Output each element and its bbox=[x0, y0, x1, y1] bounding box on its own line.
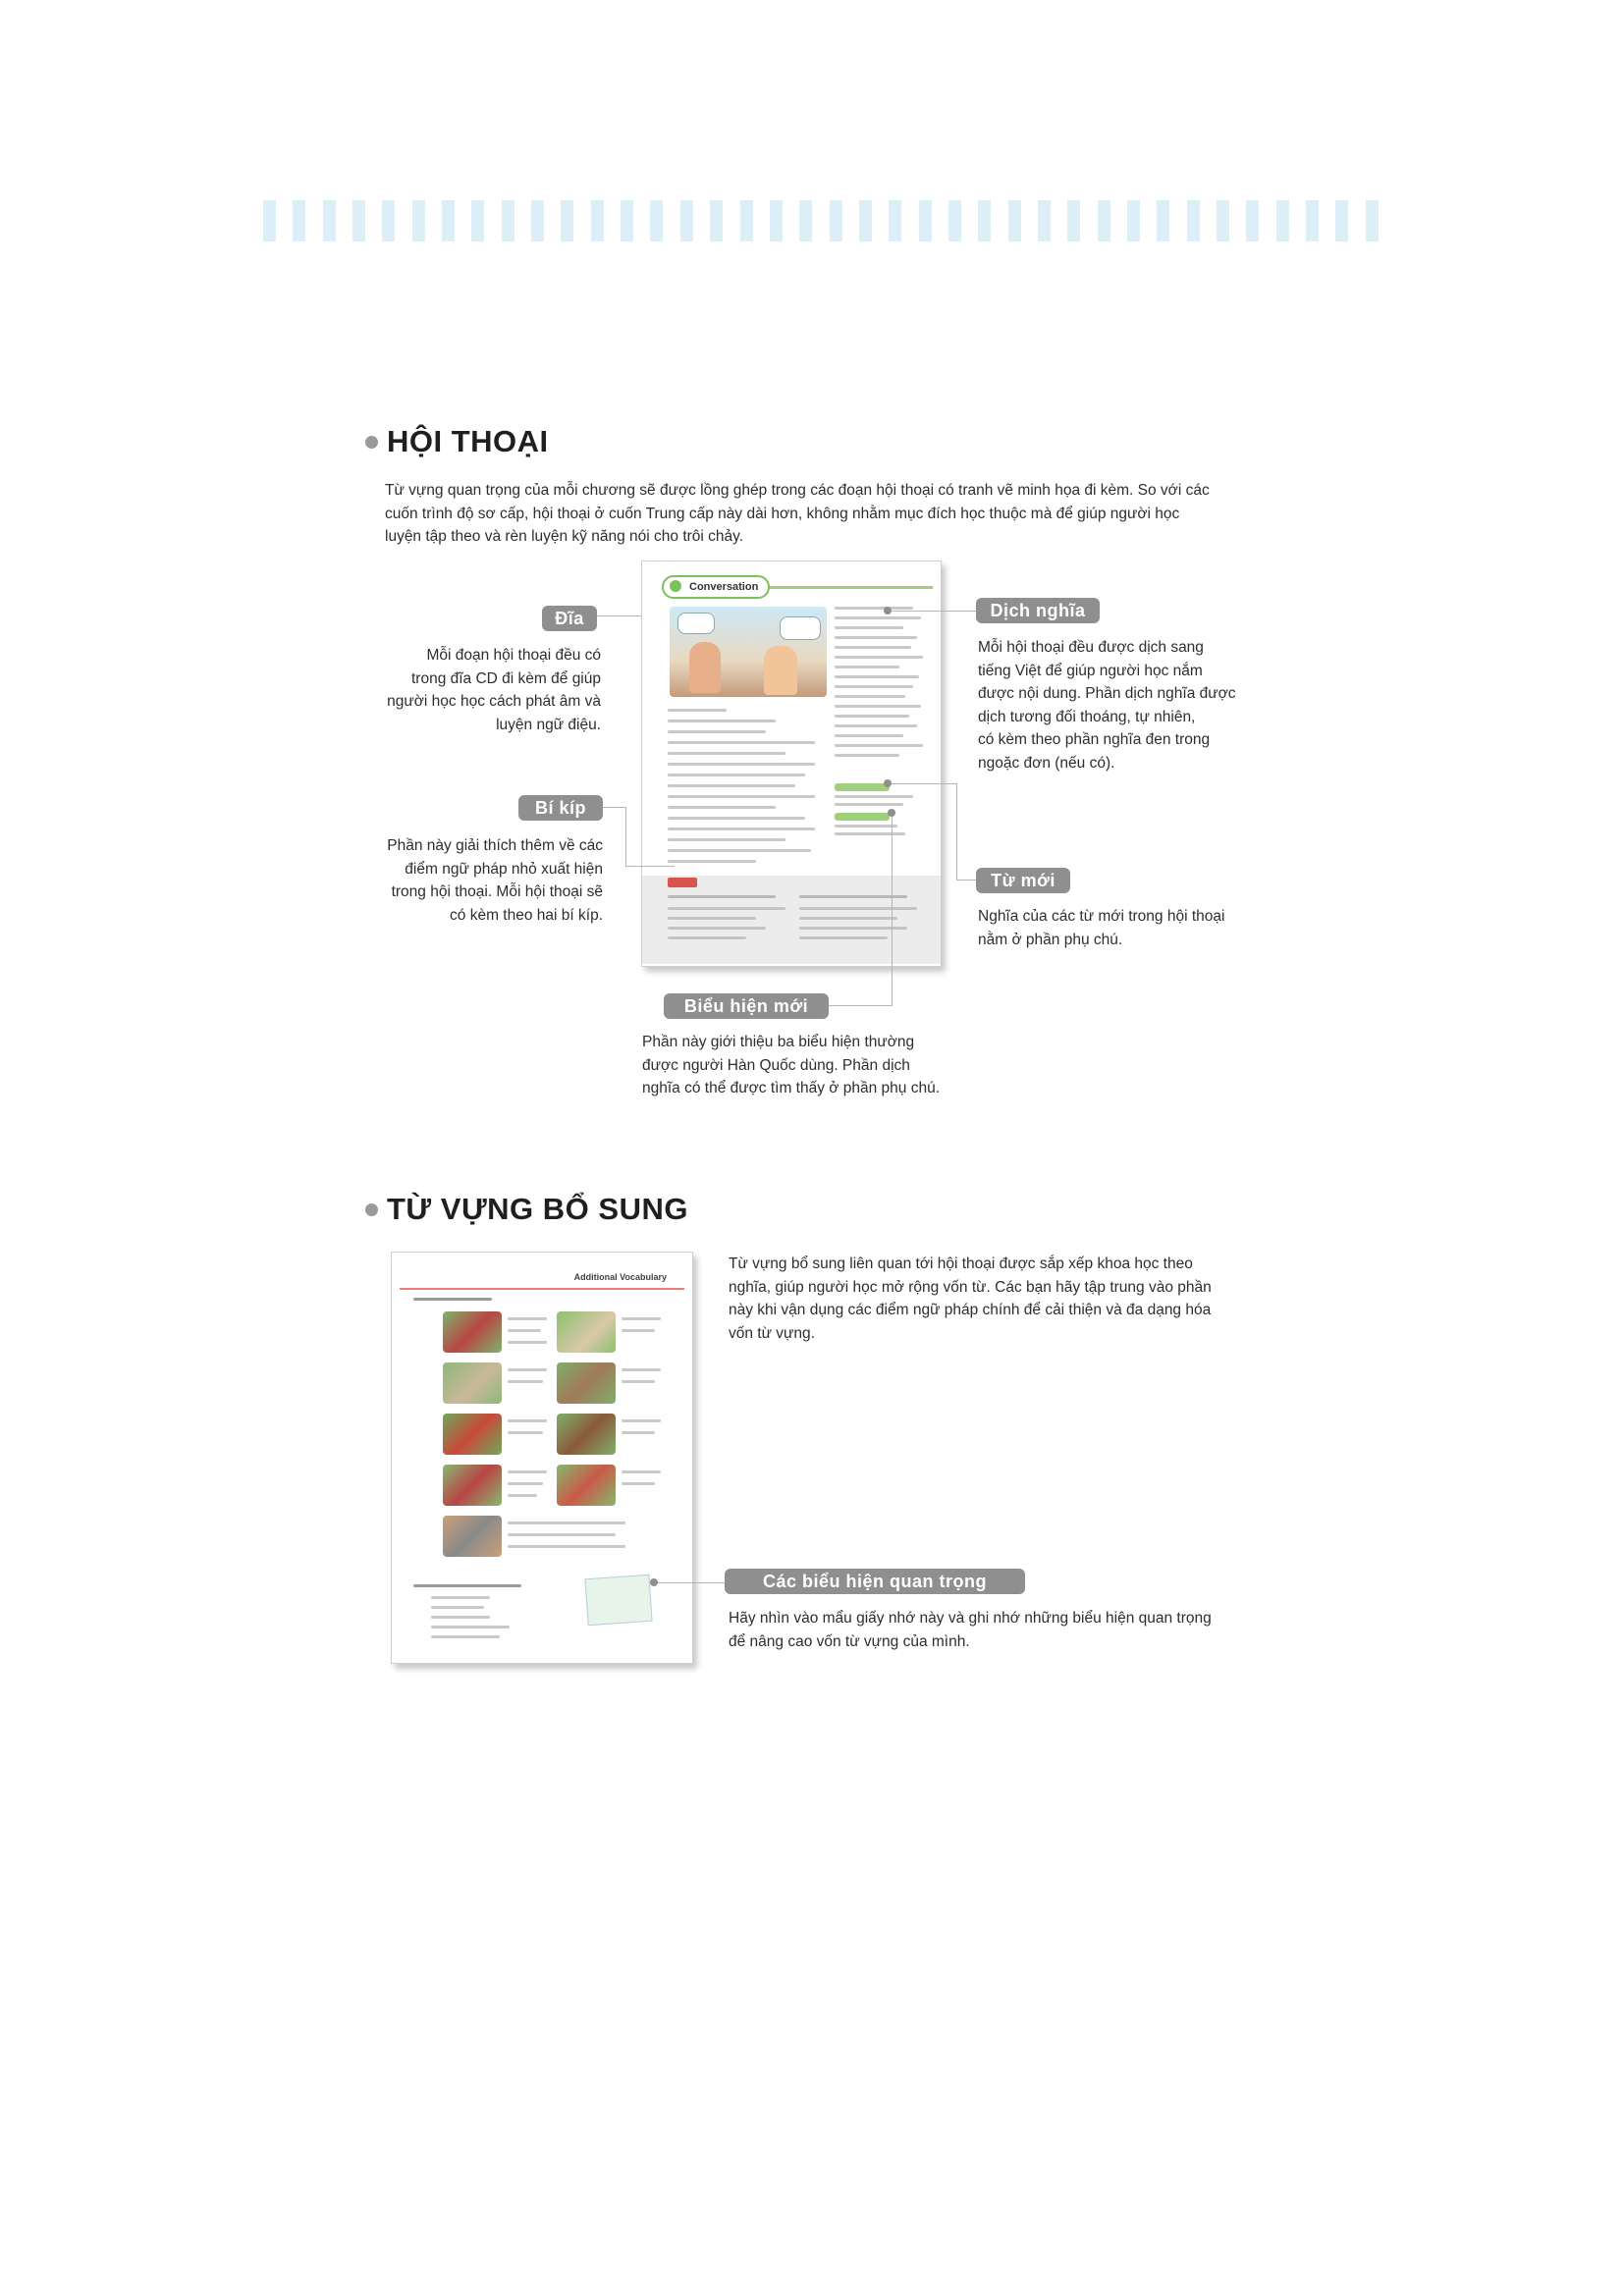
section2-intro: Từ vựng bổ sung liên quan tới hội thoại được sắp xếp khoa học theo nghĩa, giúp người học mở rộng vốn từ. Các bạn hãy tập trung vào phần này khi vận dụng các điểm ngữ pháp chính để cải thiện và đa dạng hóa vốn từ vựng. bbox=[729, 1255, 1212, 1342]
tip-box bbox=[642, 876, 941, 964]
connector-dot bbox=[650, 1578, 658, 1586]
vocabulary-page-thumbnail: Additional Vocabulary bbox=[391, 1252, 693, 1664]
callout-cac-bieu-hien-text: Hãy nhìn vào mẩu giấy nhớ này và ghi nhớ những biểu hiện quan trọng để nâng cao vốn từ vựng của mình. bbox=[729, 1610, 1212, 1650]
bullet-icon bbox=[365, 1203, 378, 1216]
vocab-illustration bbox=[443, 1414, 502, 1455]
vocab-illustration bbox=[557, 1414, 616, 1455]
vocab-illustration bbox=[443, 1362, 502, 1404]
callout-dich-nghia-text: Mỗi hội thoại đều được dịch sang tiếng Việt để giúp người học nắm được nội dung. Phần dịch nghĩa được dịch tương đối thoáng, tự nhiên, có kèm theo phần nghĩa đen trong ngoặc đơn (nếu có). bbox=[978, 639, 1236, 772]
callout-bieu-hien-moi-text: Phần này giới thiệu ba biểu hiện thường được người Hàn Quốc dùng. Phần dịch nghĩa có thể được tìm thấy ở phần phụ chú. bbox=[642, 1034, 940, 1096]
label-dich-nghia: Dịch nghĩa bbox=[976, 598, 1100, 623]
vocab-illustration bbox=[557, 1465, 616, 1506]
label-bi-kip: Bí kíp bbox=[518, 795, 603, 821]
callout-dia-text: Mỗi đoạn hội thoại đều có trong đĩa CD đi kèm để giúp người học học cách phát âm và luyện ngữ điệu. bbox=[387, 647, 601, 733]
conversation-illustration bbox=[670, 607, 827, 697]
label-bieu-hien-moi: Biểu hiện mới bbox=[664, 993, 829, 1019]
vocab-illustration bbox=[557, 1362, 616, 1404]
decorative-stripe-bar bbox=[263, 200, 1379, 241]
vocab-illustration bbox=[443, 1311, 502, 1353]
section1-intro: Từ vựng quan trọng của mỗi chương sẽ được lồng ghép trong các đoạn hội thoại có tranh vẽ minh họa đi kèm. So với các cuốn trình độ sơ cấp, hội thoại ở cuốn Trung cấp này dài hơn, không nhằm mục đích học thuộc mà để giúp người học luyện tập theo và rèn luyện kỹ năng nói cho trôi chảy. bbox=[385, 482, 1210, 545]
label-cac-bieu-hien-quan-trong: Các biểu hiện quan trọng bbox=[725, 1569, 1025, 1594]
bullet-icon bbox=[365, 436, 378, 449]
connector-dot bbox=[884, 607, 892, 614]
vocab-illustration bbox=[557, 1311, 616, 1353]
label-dia: Đĩa bbox=[542, 606, 597, 631]
label-tu-moi: Từ mới bbox=[976, 868, 1070, 893]
connector-dot bbox=[884, 779, 892, 787]
section-title-tu-vung-bo-sung: TỪ VỰNG BỔ SUNG bbox=[365, 1192, 688, 1227]
vocab-illustration bbox=[443, 1516, 502, 1557]
key-expressions-note bbox=[584, 1575, 652, 1626]
connector-dot bbox=[888, 809, 895, 817]
callout-tu-moi-text: Nghĩa của các từ mới trong hội thoại nằm ở phần phụ chú. bbox=[978, 908, 1225, 948]
speech-icon bbox=[670, 580, 681, 592]
conversation-page-thumbnail bbox=[641, 561, 942, 967]
conversation-header: Conversation bbox=[662, 575, 770, 599]
section-title-hoi-thoai: HỘI THOẠI bbox=[365, 424, 549, 459]
callout-bi-kip-text: Phần này giải thích thêm về các điểm ngữ pháp nhỏ xuất hiện trong hội thoại. Mỗi hội thoại sẽ có kèm theo hai bí kíp. bbox=[387, 837, 603, 924]
vocab-illustration bbox=[443, 1465, 502, 1506]
